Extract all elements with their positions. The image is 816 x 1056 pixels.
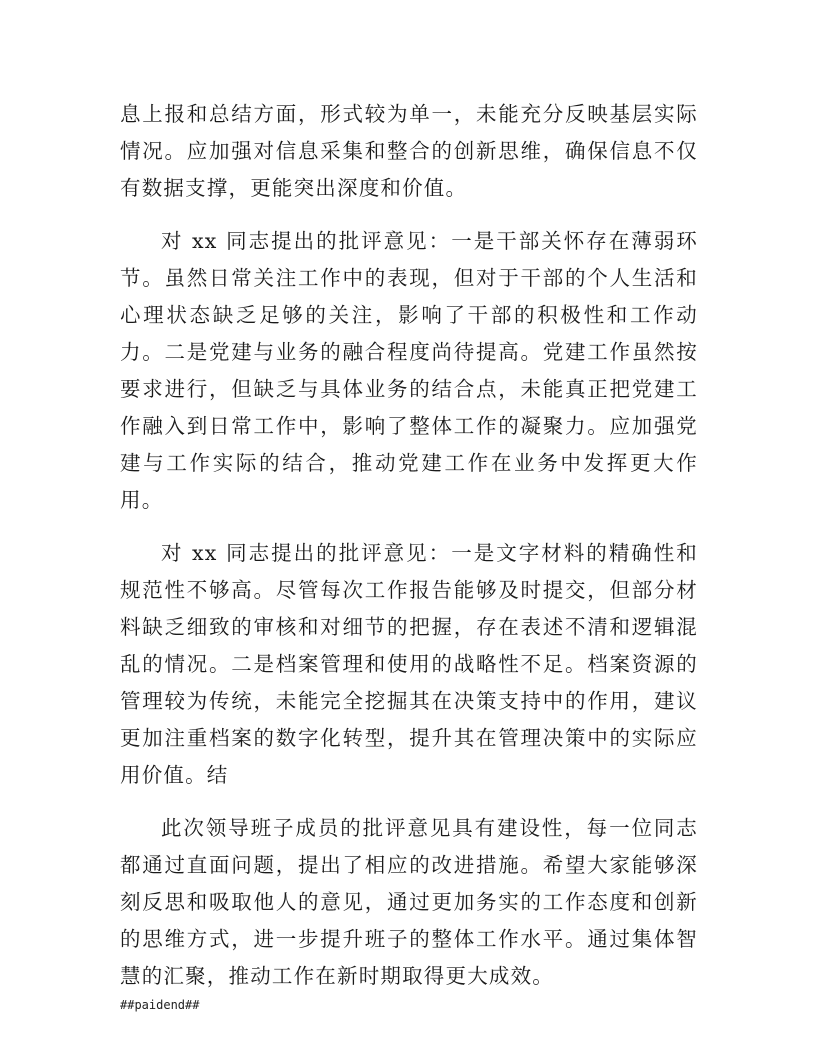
document-page	[120, 96, 698, 1013]
paragraph-conclusion: 此次领导班子成员的批评意见具有建设性，每一位同志都通过直面问题，提出了相应的改进措施。希望大家能够深刻反思和吸取他人的意见，通过更加务实的工作态度和创新的思维方式，进一步提升班子的整体工作水平。通过集体智慧的汇聚，推动工作在新时期取得更大成效。	[120, 816, 698, 988]
paragraph-criticism-1: 对 xx 同志提出的批评意见：一是干部关怀存在薄弱环节。虽然日常关注工作中的表现，但对于干部的个人生活和心理状态缺乏足够的关注，影响了干部的积极性和工作动力。二是党建与业务的融合程度尚待提高。党建工作虽然按要求进行，但缺乏与具体业务的结合点，未能真正把党建工作融入到日常工作中，影响了整体工作的凝聚力。应加强党建与工作实际的结合，推动党建工作在业务中发挥更大作用。	[120, 229, 698, 512]
paragraph-criticism-2: 对 xx 同志提出的批评意见：一是文字材料的精确性和规范性不够高。尽管每次工作报告能够及时提交，但部分材料缺乏细致的审核和对细节的把握，存在表述不清和逻辑混乱的情况。二是档案管理和使用的战略性不足。档案资源的管理较为传统，未能完全挖掘其在决策支持中的作用，建议更加注重档案的数字化转型，提升其在管理决策中的实际应用价值。结	[120, 541, 698, 787]
end-marker: ##paidend##	[120, 998, 200, 1012]
paragraph-continuation: 息上报和总结方面，形式较为单一，未能充分反映基层实际情况。应加强对信息采集和整合的创新思维，确保信息不仅有数据支撑，更能突出深度和价值。	[120, 102, 698, 200]
